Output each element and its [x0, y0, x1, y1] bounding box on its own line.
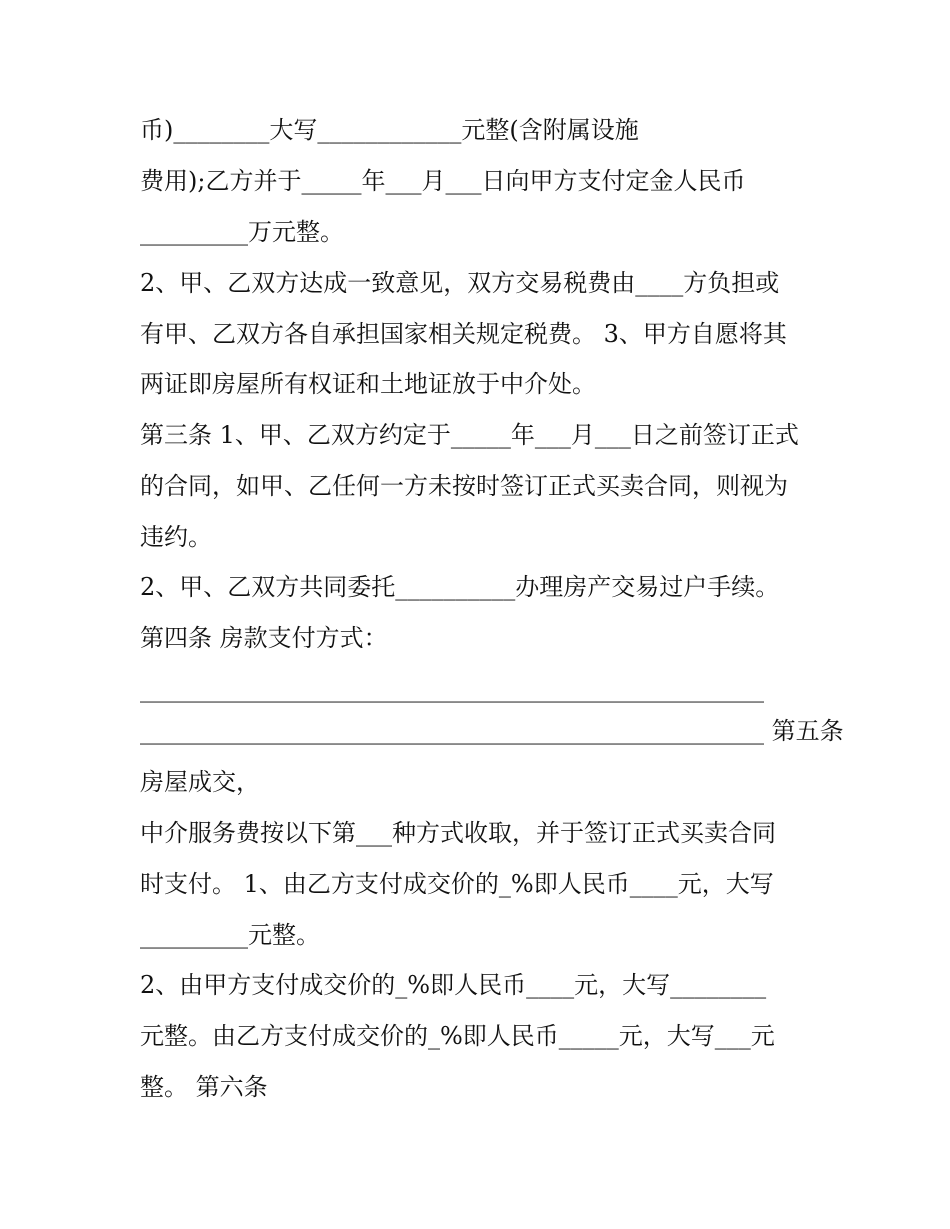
text-line: 第四条 房款支付方式：	[140, 624, 388, 652]
text-line: 房屋成交，	[140, 768, 260, 796]
text-line: 第三条 1、甲、乙双方约定于_____年___月___日之前签订正式	[140, 421, 799, 449]
text-line: 2、甲、乙双方达成一致意见，双方交易税费由____方负担或	[140, 269, 780, 297]
text-line: _________万元整。	[140, 218, 344, 246]
text-line: 两证即房屋所有权证和土地证放于中介处。	[140, 370, 596, 398]
text-line: 中介服务费按以下第___种方式收取，并于签订正式买卖合同	[140, 819, 776, 847]
text-line: 整。 第六条	[140, 1073, 268, 1101]
text-line: 2、由甲方支付成交价的_%即人民币____元，大写________	[140, 971, 767, 999]
text-line: _________元整。	[140, 921, 320, 949]
text-line: ____________________________________________________ 第五条	[140, 717, 844, 745]
text-line: 2、甲、乙双方共同委托__________办理房产交易过户手续。	[140, 573, 780, 601]
text-line: 元整。由乙方支付成交价的_%即人民币_____元，大写___元	[140, 1022, 775, 1050]
text-line: ____________________________________________________	[140, 675, 764, 703]
text-line: 时支付。 1、由乙方支付成交价的_%即人民币____元，大写	[140, 870, 774, 898]
text-line: 费用);乙方并于_____年___月___日向甲方支付定金人民币	[140, 167, 746, 195]
text-line: 违约。	[140, 523, 212, 551]
text-line: 有甲、乙双方各自承担国家相关规定税费。 3、甲方自愿将其	[140, 320, 787, 348]
text-line: 的合同，如甲、乙任何一方未按时签订正式买卖合同，则视为	[140, 472, 788, 500]
text-line: 币)________大写____________元整(含附属设施	[140, 116, 639, 144]
